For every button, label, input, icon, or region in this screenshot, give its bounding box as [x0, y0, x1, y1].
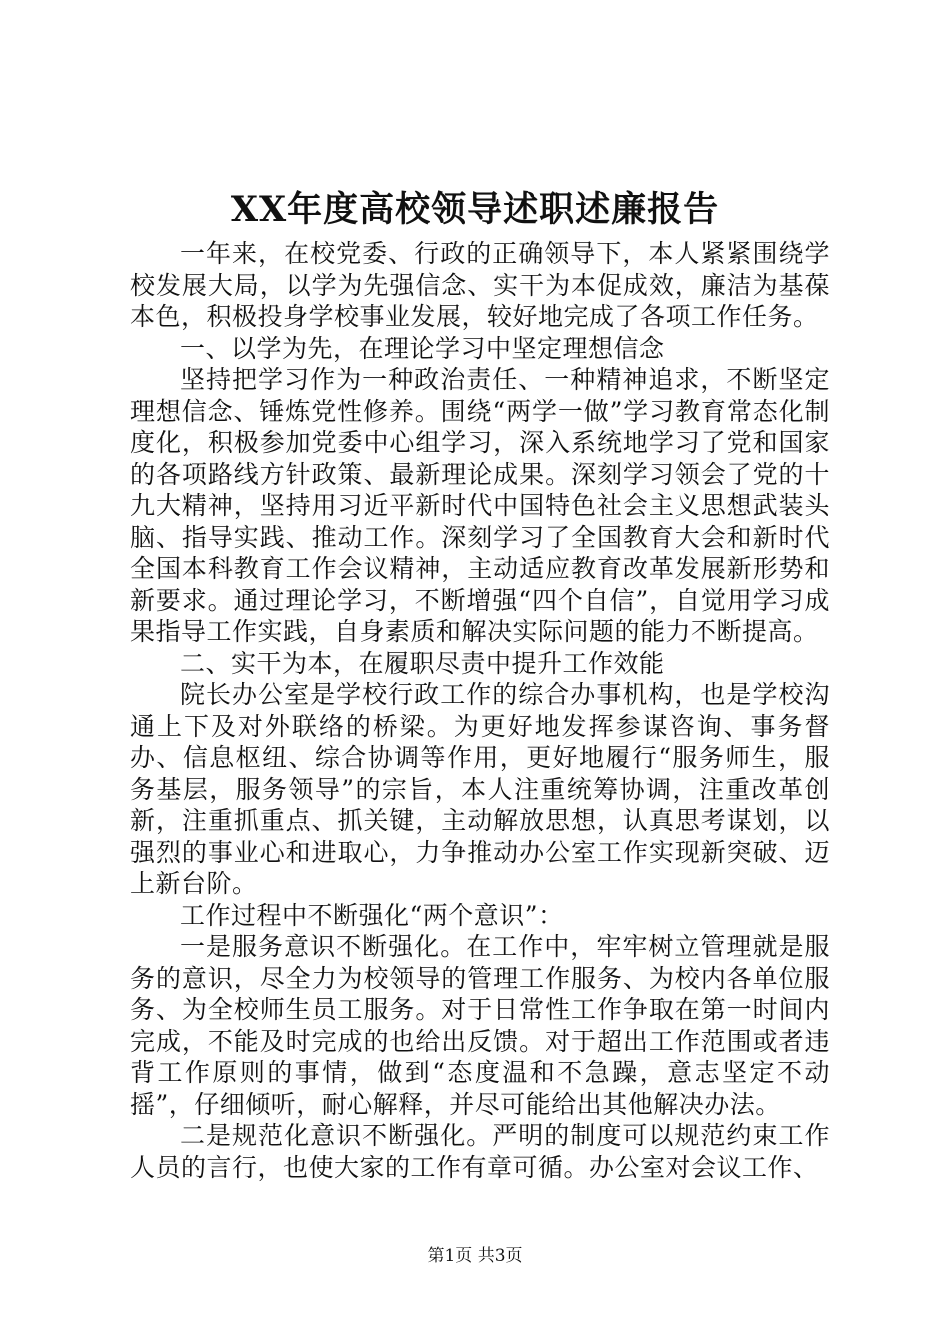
paragraph-standardization-awareness: 二是规范化意识不断强化。严明的制度可以规范约束工作人员的言行，也使大家的工作有章可循。办公室对会议工作、: [130, 1121, 830, 1182]
document-body: [130, 238, 830, 1183]
page-number-footer: 第1页 共3页: [427, 1246, 523, 1266]
paragraph-two-awareness: 工作过程中不断强化“两个意识”：: [180, 900, 564, 930]
section-heading-1: 一、以学为先，在理论学习中坚定理想信念: [180, 333, 665, 363]
paragraph-office-role: 院长办公室是学校行政工作的综合办事机构，也是学校沟通上下及对外联络的桥梁。为更好地发挥参谋咨询、事务督办、信息枢纽、综合协调等作用，更好地履行“服务师生，服务基层，服务领导”的宗旨，本人注重统筹协调，注重改革创新，注重抓重点、抓关键，主动解放思想，认真思考谋划，以强烈的事业心和进取心，力争推动办公室工作实现新突破、迈上新台阶。: [130, 680, 830, 898]
section-heading-2: 二、实干为本，在履职尽责中提升工作效能: [180, 648, 665, 678]
paragraph-theory-study: 坚持把学习作为一种政治责任、一种精神追求，不断坚定理想信念、锤炼党性修养。围绕“两学一做”学习教育常态化制度化，积极参加党委中心组学习，深入系统地学习了党和国家的各项路线方针政策、最新理论成果。深刻学习领会了党的十九大精神，坚持用习近平新时代中国特色社会主义思想武装头脑、指导实践、推动工作。深刻学习了全国教育大会和新时代全国本科教育工作会议精神，主动适应教育改革发展新形势和新要求。通过理论学习，不断增强“四个自信”，自觉用学习成果指导工作实践，自身素质和解决实际问题的能力不断提高。: [130, 365, 830, 646]
paragraph-service-awareness: 一是服务意识不断强化。在工作中，牢牢树立管理就是服务的意识，尽全力为校领导的管理工作服务、为校内各单位服务、为全校师生员工服务。对于日常性工作争取在第一时间内完成，不能及时完成的也给出反馈。对于超出工作范围或者违背工作原则的事情，做到“态度温和不急躁，意志坚定不动摇”，仔细倾听，耐心解释，并尽可能给出其他解决办法。: [130, 932, 830, 1119]
document-title: XX年度高校领导述职述廉报告: [230, 189, 720, 230]
paragraph-intro: 一年来，在校党委、行政的正确领导下，本人紧紧围绕学校发展大局，以学为先强信念、实干为本促成效，廉洁为基葆本色，积极投身学校事业发展，较好地完成了各项工作任务。: [130, 239, 830, 331]
